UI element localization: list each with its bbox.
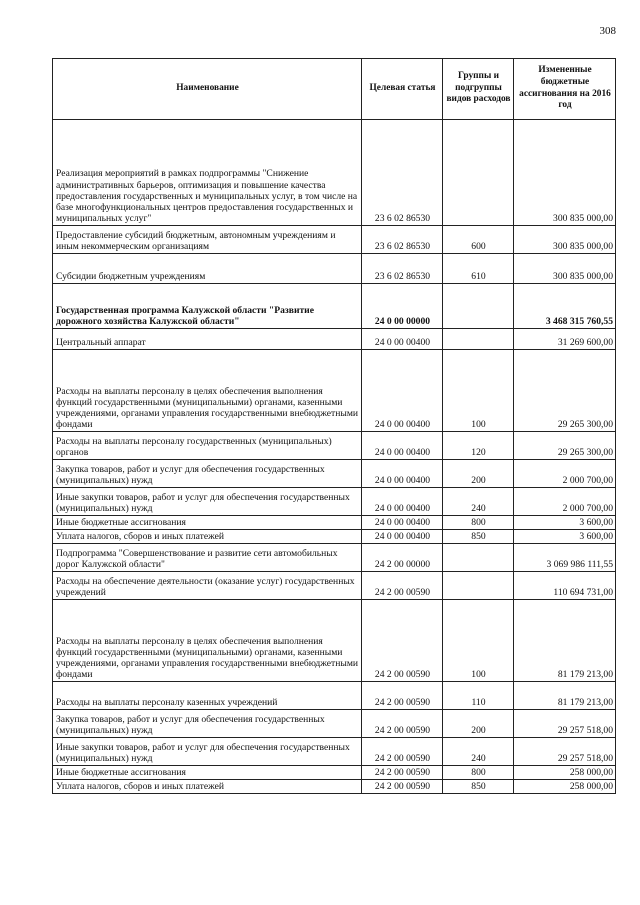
row-target-article: 23 6 02 86530 bbox=[362, 120, 443, 226]
row-name: Расходы на выплаты персоналу государственных (муниципальных) органов bbox=[53, 432, 362, 460]
budget-table bbox=[52, 58, 616, 794]
table-row bbox=[53, 766, 616, 780]
table-row bbox=[53, 488, 616, 516]
row-name: Подпрограмма "Совершенствование и развитие сети автомобильных дорог Калужской области" bbox=[53, 544, 362, 572]
table-row bbox=[53, 460, 616, 488]
table-row bbox=[53, 600, 616, 682]
header-group: Группы и подгруппы видов расходов bbox=[443, 59, 514, 120]
row-name: Закупка товаров, работ и услуг для обеспечения государственных (муниципальных) нужд bbox=[53, 460, 362, 488]
table-row bbox=[53, 120, 616, 226]
row-target-article: 24 2 00 00590 bbox=[362, 572, 443, 600]
table-row bbox=[53, 329, 616, 350]
row-amount: 300 835 000,00 bbox=[514, 226, 616, 254]
row-expense-group: 110 bbox=[443, 682, 514, 710]
table-row bbox=[53, 780, 616, 794]
row-target-article: 23 6 02 86530 bbox=[362, 254, 443, 284]
table-row bbox=[53, 516, 616, 530]
row-amount: 300 835 000,00 bbox=[514, 120, 616, 226]
row-target-article: 23 6 02 86530 bbox=[362, 226, 443, 254]
row-target-article: 24 2 00 00000 bbox=[362, 544, 443, 572]
row-name: Уплата налогов, сборов и иных платежей bbox=[53, 780, 362, 794]
row-amount: 81 179 213,00 bbox=[514, 600, 616, 682]
row-amount: 31 269 600,00 bbox=[514, 329, 616, 350]
row-name: Центральный аппарат bbox=[53, 329, 362, 350]
row-name: Расходы на выплаты персоналу казенных учреждений bbox=[53, 682, 362, 710]
row-expense-group: 610 bbox=[443, 254, 514, 284]
row-name: Предоставление субсидий бюджетным, автономным учреждениям и иным некоммерческим организациям bbox=[53, 226, 362, 254]
row-target-article: 24 0 00 00400 bbox=[362, 516, 443, 530]
row-expense-group: 200 bbox=[443, 710, 514, 738]
table-row bbox=[53, 572, 616, 600]
header-article: Целевая статья bbox=[362, 59, 443, 120]
row-target-article: 24 2 00 00590 bbox=[362, 600, 443, 682]
header-name: Наименование bbox=[53, 59, 362, 120]
table-row bbox=[53, 284, 616, 329]
row-name: Уплата налогов, сборов и иных платежей bbox=[53, 530, 362, 544]
row-amount: 81 179 213,00 bbox=[514, 682, 616, 710]
row-target-article: 24 2 00 00590 bbox=[362, 682, 443, 710]
row-name: Государственная программа Калужской области "Развитие дорожного хозяйства Калужской области" bbox=[53, 284, 362, 329]
row-amount: 29 265 300,00 bbox=[514, 350, 616, 432]
row-expense-group bbox=[443, 544, 514, 572]
table-header-row bbox=[53, 59, 616, 120]
row-target-article: 24 0 00 00400 bbox=[362, 530, 443, 544]
row-name: Иные закупки товаров, работ и услуг для обеспечения государственных (муниципальных) нужд bbox=[53, 488, 362, 516]
row-target-article: 24 2 00 00590 bbox=[362, 738, 443, 766]
row-target-article: 24 0 00 00400 bbox=[362, 432, 443, 460]
row-target-article: 24 0 00 00000 bbox=[362, 284, 443, 329]
row-name: Реализация мероприятий в рамках подпрограммы "Снижение административных барьеров, оптимизация и повышение качества предоставления государственных и муниципальных услуг, в том числе на базе многофункциональных центров предоставления государственных и муниципальных услуг" bbox=[53, 120, 362, 226]
row-amount: 258 000,00 bbox=[514, 780, 616, 794]
row-expense-group bbox=[443, 329, 514, 350]
row-target-article: 24 2 00 00590 bbox=[362, 710, 443, 738]
row-target-article: 24 2 00 00590 bbox=[362, 780, 443, 794]
row-amount: 258 000,00 bbox=[514, 766, 616, 780]
table-row bbox=[53, 530, 616, 544]
row-target-article: 24 0 00 00400 bbox=[362, 460, 443, 488]
row-amount: 29 257 518,00 bbox=[514, 710, 616, 738]
row-expense-group: 200 bbox=[443, 460, 514, 488]
table-row bbox=[53, 254, 616, 284]
row-amount: 300 835 000,00 bbox=[514, 254, 616, 284]
row-amount: 3 468 315 760,55 bbox=[514, 284, 616, 329]
row-amount: 3 069 986 111,55 bbox=[514, 544, 616, 572]
row-expense-group: 600 bbox=[443, 226, 514, 254]
row-name: Расходы на обеспечение деятельности (оказание услуг) государственных учреждений bbox=[53, 572, 362, 600]
row-name: Расходы на выплаты персоналу в целях обеспечения выполнения функций государственными (муниципальными) органами, казенными учреждениями, органами управления государственными внебюджетными фондами bbox=[53, 350, 362, 432]
table-row bbox=[53, 544, 616, 572]
row-expense-group: 800 bbox=[443, 516, 514, 530]
table-body bbox=[53, 120, 616, 794]
row-expense-group bbox=[443, 572, 514, 600]
row-amount: 2 000 700,00 bbox=[514, 460, 616, 488]
row-amount: 2 000 700,00 bbox=[514, 488, 616, 516]
row-expense-group: 240 bbox=[443, 488, 514, 516]
row-amount: 110 694 731,00 bbox=[514, 572, 616, 600]
row-amount: 29 265 300,00 bbox=[514, 432, 616, 460]
table-row bbox=[53, 226, 616, 254]
row-name: Субсидии бюджетным учреждениям bbox=[53, 254, 362, 284]
table-row bbox=[53, 432, 616, 460]
row-expense-group: 850 bbox=[443, 530, 514, 544]
table-row bbox=[53, 682, 616, 710]
row-name: Иные бюджетные ассигнования bbox=[53, 766, 362, 780]
row-expense-group: 100 bbox=[443, 350, 514, 432]
row-expense-group bbox=[443, 284, 514, 329]
header-amount: Измененные бюджетные ассигнования на 2016 год bbox=[514, 59, 616, 120]
row-expense-group bbox=[443, 120, 514, 226]
row-expense-group: 240 bbox=[443, 738, 514, 766]
row-target-article: 24 0 00 00400 bbox=[362, 329, 443, 350]
row-expense-group: 850 bbox=[443, 780, 514, 794]
row-amount: 3 600,00 bbox=[514, 530, 616, 544]
row-name: Иные закупки товаров, работ и услуг для обеспечения государственных (муниципальных) нужд bbox=[53, 738, 362, 766]
row-target-article: 24 2 00 00590 bbox=[362, 766, 443, 780]
row-name: Расходы на выплаты персоналу в целях обеспечения выполнения функций государственными (муниципальными) органами, казенными учреждениями, органами управления государственными внебюджетными фондами bbox=[53, 600, 362, 682]
row-expense-group: 120 bbox=[443, 432, 514, 460]
row-expense-group: 800 bbox=[443, 766, 514, 780]
table-row bbox=[53, 710, 616, 738]
table-row bbox=[53, 350, 616, 432]
table-row bbox=[53, 738, 616, 766]
row-name: Закупка товаров, работ и услуг для обеспечения государственных (муниципальных) нужд bbox=[53, 710, 362, 738]
row-name: Иные бюджетные ассигнования bbox=[53, 516, 362, 530]
row-target-article: 24 0 00 00400 bbox=[362, 350, 443, 432]
row-amount: 29 257 518,00 bbox=[514, 738, 616, 766]
row-amount: 3 600,00 bbox=[514, 516, 616, 530]
row-target-article: 24 0 00 00400 bbox=[362, 488, 443, 516]
page-number: 308 bbox=[599, 25, 616, 37]
row-expense-group: 100 bbox=[443, 600, 514, 682]
